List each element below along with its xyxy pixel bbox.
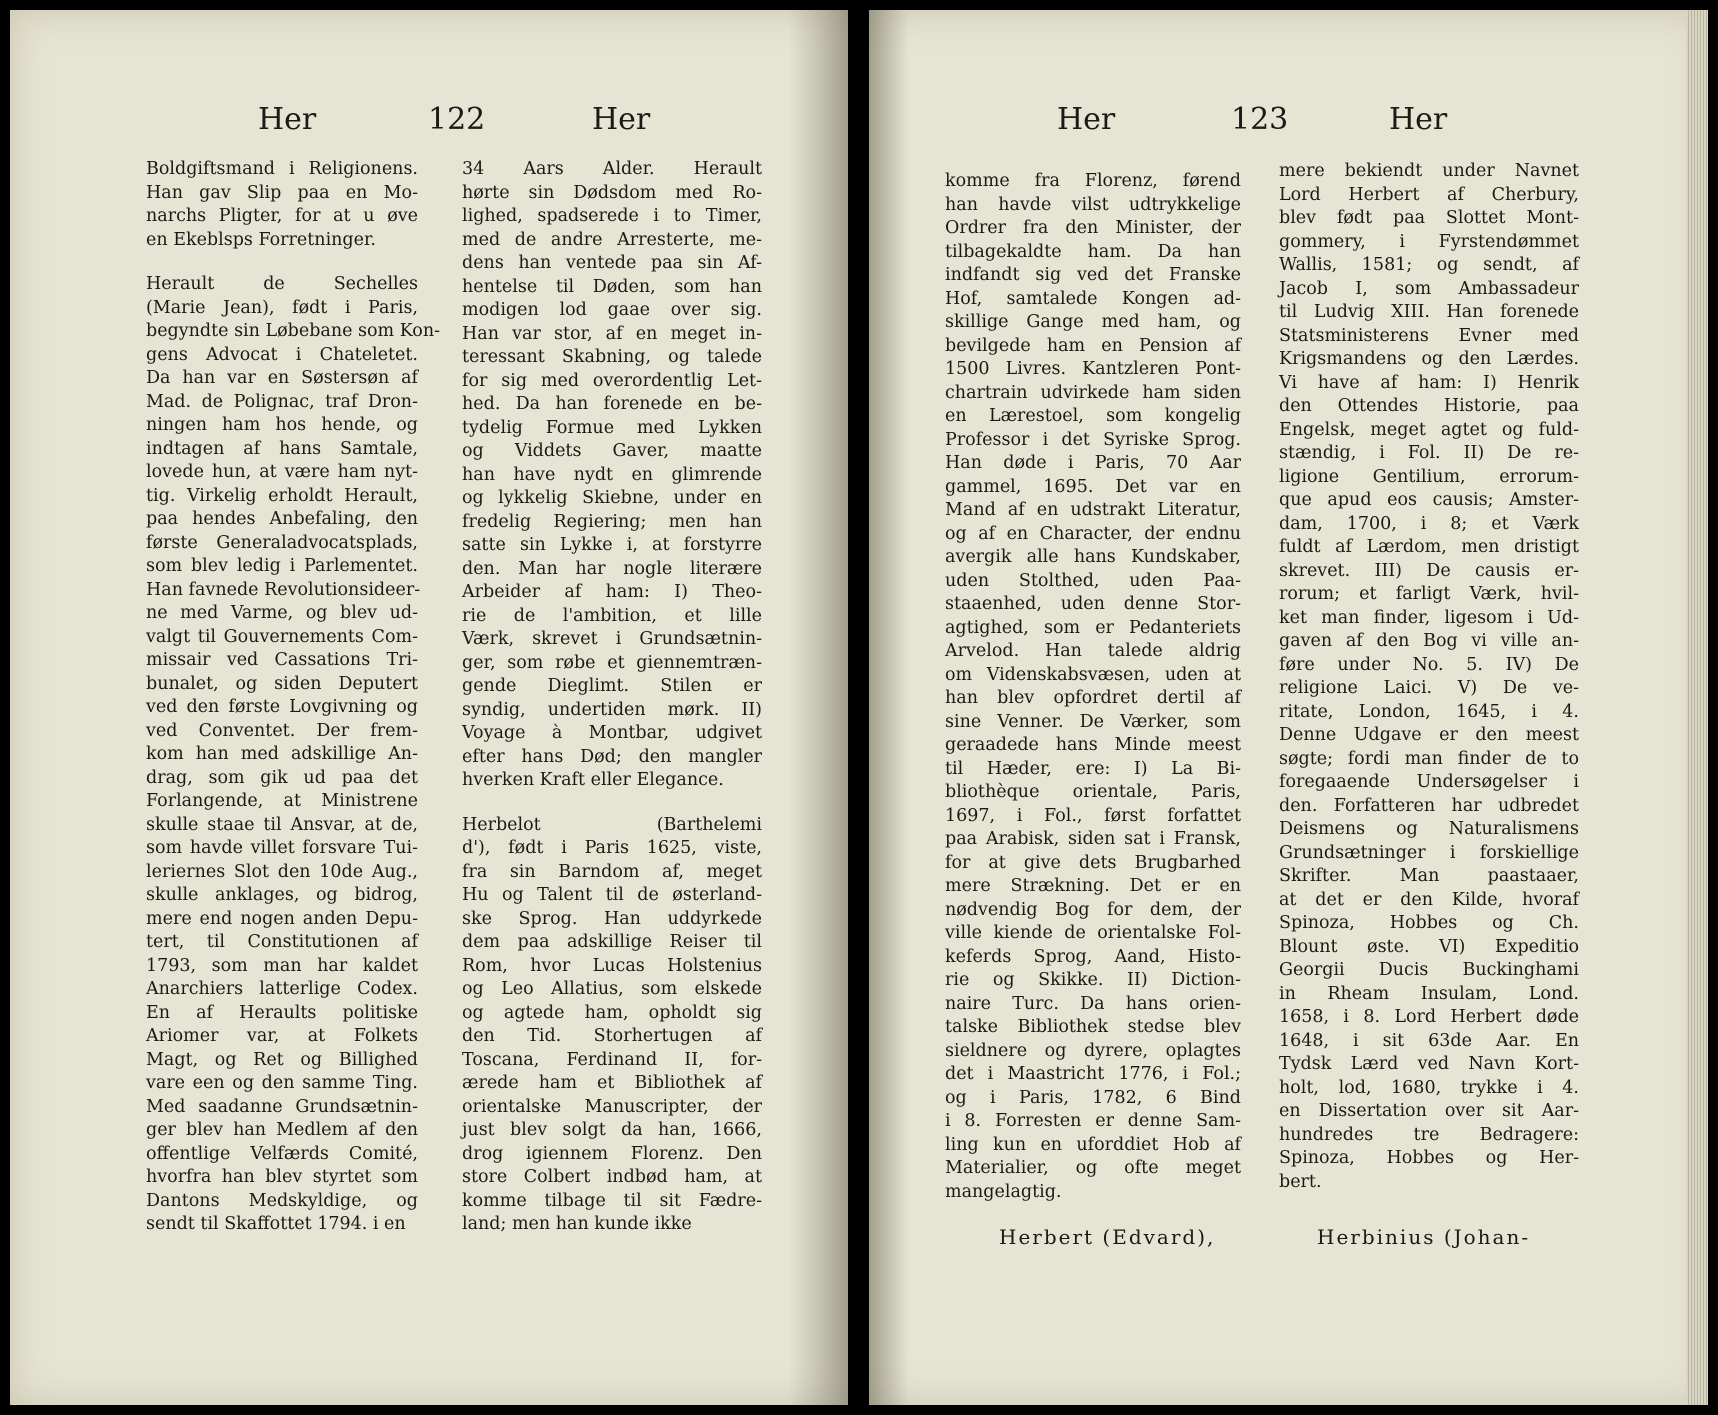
text-line: sieldnere og dyrere, oplagtes [945, 1040, 1241, 1061]
text-line: rorum; et farligt Værk, hvil- [1279, 584, 1579, 604]
text-line: og Viddets Gaver, maatte [462, 441, 762, 461]
text-line: Ariomer var, at Folkets [146, 1026, 418, 1046]
text-line: mere end nogen anden Depu- [146, 908, 418, 929]
text-line: Spinoza, Hobbes og Her- [1279, 1148, 1579, 1168]
text-line: skillige Gange med ham, og [945, 312, 1241, 332]
text-line: Statsministerens Evner med [1279, 325, 1579, 346]
text-line: ville kiende de orientalske Fol- [945, 923, 1241, 943]
text-line: rie de l'ambition, et lille [462, 605, 762, 626]
text-line: komme fra Florenz, førend [945, 171, 1241, 191]
running-header [869, 102, 1708, 142]
page-number: 122 [428, 102, 486, 137]
text-line: om Videnskabsvæsen, uden at [945, 664, 1241, 685]
text-line: satte sin Lykke i, at forstyrre [462, 535, 762, 555]
text-line: dam, 1700, i 8; et Værk [1279, 513, 1579, 534]
text-line: Wallis, 1581; og sendt, af [1279, 255, 1579, 275]
text-line: Professor i det Syriske Sprog. [945, 429, 1241, 450]
text-line: 1500 Livres. Kantzleren Pont- [945, 359, 1241, 379]
text-line: Grundsætninger i forskiellige [1279, 842, 1579, 863]
text-line: tig. Virkelig erholdt Herault, [146, 485, 418, 506]
text-line: ling kun en uforddiet Hob af [945, 1134, 1241, 1155]
text-line: Mand af en udstrakt Literatur, [945, 500, 1241, 520]
next-entry-heading: Herbinius (Johan- [1317, 1225, 1531, 1249]
text-line: orientalske Manuscripter, der [462, 1096, 762, 1117]
text-line: skulle anklages, og bidrog, [146, 885, 418, 905]
text-line: og lykkelig Skiebne, under en [462, 488, 762, 508]
text-line: til Hæder, ere: I) La Bi- [945, 758, 1241, 779]
text-line: chartrain udvirkede ham siden [945, 382, 1241, 403]
text-line: uden Stolthed, uden Paa- [945, 570, 1241, 591]
text-line: Herbelot (Barthelemi [462, 814, 762, 835]
text-line: Han var stor, af en meget in- [462, 323, 762, 344]
text-line: ritate, London, 1645, i 4. [1279, 701, 1579, 722]
text-line: bevilgede ham en Pension af [945, 335, 1241, 356]
text-line: valgt til Gouvernements Com- [146, 626, 418, 647]
text-line: geraadede hans Minde meest [945, 735, 1241, 755]
text-line: bliothèque orientale, Paris, [945, 782, 1241, 802]
text-line: gammel, 1695. Det var en [945, 476, 1241, 497]
text-line: drog igiennem Florenz. Den [462, 1143, 762, 1164]
text-line: keferds Sprog, Aand, Histo- [945, 946, 1241, 967]
text-line: rie og Skikke. II) Diction- [945, 970, 1241, 990]
text-line: blev født paa Slottet Mont- [1279, 208, 1579, 228]
text-line: syndig, undertiden mørk. II) [462, 699, 762, 720]
text-line: dens han ventede paa sin Af- [462, 253, 762, 273]
text-line: Vi have af ham: I) Henrik [1279, 372, 1579, 393]
text-line: narchs Pligter, for at u øve [146, 206, 418, 226]
text-line: ket man finder, ligesom i Ud- [1279, 607, 1579, 628]
text-line: just blev solgt da han, 1666, [462, 1120, 762, 1140]
text-line: talske Bibliothek stedse blev [945, 1017, 1241, 1037]
text-line: med de andre Arresterte, me- [462, 229, 762, 250]
text-line: hed. Da han forenede en be- [462, 394, 762, 414]
text-line: skulle staae til Ansvar, at de, [146, 814, 418, 835]
text-line: hørte sin Dødsdom med Ro- [462, 182, 762, 203]
text-line: in Rheam Insulam, Lond. [1279, 983, 1579, 1004]
text-line: Ordrer fra den Minister, der [945, 218, 1241, 238]
text-line: Toscana, Ferdinand II, for- [462, 1049, 762, 1070]
text-line: Georgii Ducis Buckinghami [1279, 960, 1579, 980]
text-line: som blev ledig i Parlementet. [146, 556, 418, 576]
text-line: Hof, samtalede Kongen ad- [945, 288, 1241, 309]
text-line: ærede ham et Bibliothek af [462, 1073, 762, 1093]
text-line: Lord Herbert af Cherbury, [1279, 184, 1579, 205]
right-page [869, 10, 1708, 1405]
text-line: en Dissertation over sit Aar- [1279, 1101, 1579, 1121]
text-line: bunalet, og siden Deputert [146, 673, 418, 694]
text-line: ger, som røbe et giennemtræn- [462, 652, 762, 673]
text-line: En af Heraults politiske [146, 1002, 418, 1023]
left-page [10, 10, 848, 1405]
text-line: søgte; fordi man finder de to [1279, 748, 1579, 769]
text-line: at det er den Kilde, hvoraf [1279, 889, 1579, 910]
text-line: store Colbert indbød ham, at [462, 1167, 762, 1187]
text-line: agtighed, som er Pedanteriets [945, 617, 1241, 638]
text-line: han blev opfordret dertil af [945, 688, 1241, 708]
header-left-word: Her [258, 102, 317, 137]
text-line: Han døde i Paris, 70 Aar [945, 453, 1241, 473]
text-line: offentlige Velfærds Comité, [146, 1143, 418, 1164]
text-line: den. Man har nogle literære [462, 558, 762, 579]
text-line: modigen lod gaae over sig. [462, 300, 762, 320]
text-line: Han favnede Revolutionsideer- [146, 579, 421, 600]
text-line: føre under No. 5. IV) De [1279, 654, 1579, 675]
next-entry-heading: Herbert (Edvard), [999, 1225, 1216, 1249]
text-line: vare een og den samme Ting. [146, 1073, 418, 1093]
text-line: staaenhed, uden denne Stor- [945, 594, 1241, 614]
text-line: kom han med adskillige An- [146, 744, 418, 764]
text-line: ved Conventet. Der frem- [146, 720, 418, 741]
text-line: ningen ham hos hende, og [146, 415, 418, 435]
text-line: begyndte sin Løbebane som Kon- [146, 321, 441, 341]
running-header [10, 102, 848, 142]
text-line: Engelsk, meget agtet og fuld- [1279, 419, 1579, 440]
text-line: d'), født i Paris 1625, viste, [462, 838, 762, 858]
text-line: Værk, skrevet i Grundsætnin- [462, 629, 762, 649]
text-line: efter hans Død; den mangler [462, 746, 762, 767]
text-line: Arbeider af ham: I) Theo- [462, 582, 762, 602]
text-line: som havde villet forsvare Tui- [146, 838, 418, 858]
text-column-left [945, 170, 1241, 1204]
text-line: den. Forfatteren har udbredet [1279, 795, 1579, 816]
text-line: Spinoza, Hobbes og Ch. [1279, 913, 1579, 933]
text-line: religione Laici. V) De ve- [1279, 678, 1579, 698]
text-line: det i Maastricht 1776, i Fol.; [945, 1064, 1241, 1084]
paragraph-gap [146, 252, 418, 273]
text-line: paa Arabisk, siden sat i Fransk, [945, 829, 1241, 849]
text-line: ved den første Lovgivning og [146, 697, 418, 717]
text-line: en Lærestoel, som kongelig [945, 406, 1241, 426]
text-line: Tydsk Lærd ved Navn Kort- [1279, 1054, 1579, 1074]
text-line: ne med Varme, og blev ud- [146, 603, 418, 623]
text-line: og af en Character, der endnu [945, 523, 1241, 544]
text-line: mere Strækning. Det er en [945, 876, 1241, 896]
text-line: Materialier, og ofte meget [945, 1158, 1241, 1178]
text-line: ligione Gentilium, errorum- [1279, 466, 1579, 487]
text-line: lovede hun, at være ham nyt- [146, 462, 418, 482]
text-line: 1697, i Fol., først forfattet [945, 805, 1241, 826]
text-line: que apud eos causis; Amster- [1279, 490, 1579, 510]
text-line: han have nydt en glimrende [462, 464, 762, 485]
text-line: foregaaende Undersøgelser i [1279, 772, 1579, 792]
text-line: Arvelod. Han talede aldrig [945, 641, 1241, 661]
text-column-right [462, 158, 762, 1237]
text-line: teressant Skabning, og talede [462, 347, 762, 367]
text-line: naire Turc. Da hans orien- [945, 993, 1241, 1014]
text-line: (Marie Jean), født i Paris, [146, 297, 418, 318]
text-line: Anarchiers latterlige Codex. [146, 979, 418, 999]
text-line: i 8. Forresten er denne Sam- [945, 1111, 1241, 1131]
text-line: land; men han kunde ikke [462, 1214, 692, 1234]
text-line: Voyage à Montbar, udgivet [462, 723, 762, 743]
text-line: Med saadanne Grundsætnin- [146, 1096, 418, 1117]
text-line: og agtede ham, opholdt sig [462, 1002, 762, 1023]
text-line: 1648, i sit 63de Aar. En [1279, 1030, 1579, 1051]
text-line: og i Paris, 1782, 6 Bind [945, 1087, 1241, 1108]
text-line: tydelig Formue med Lykken [462, 417, 762, 438]
text-line: Boldgiftsmand i Religionens. [146, 159, 418, 179]
text-line: gende Dieglimt. Stilen er [462, 676, 762, 696]
text-line: nødvendig Bog for dem, der [945, 899, 1241, 920]
text-line: den Tid. Storhertugen af [462, 1026, 762, 1046]
text-line: mere bekiendt under Navnet [1279, 161, 1579, 181]
text-line: Hu og Talent til de østerland- [462, 885, 762, 905]
text-line: for at give dets Brugbarhed [945, 852, 1241, 873]
text-line: han havde vilst udtrykkelige [945, 194, 1241, 215]
text-line: Rom, hvor Lucas Holstenius [462, 955, 762, 976]
text-line: stændig, i Fol. II) De re- [1279, 443, 1579, 463]
text-line: Krigsmandens og den Lærdes. [1279, 349, 1579, 369]
text-line: til Ludvig XIII. Han forenede [1279, 302, 1579, 322]
text-line: indtagen af hans Samtale, [146, 438, 418, 459]
text-line: sine Venner. De Værker, som [945, 711, 1241, 732]
header-right-word: Her [1389, 102, 1448, 137]
text-line: fuldt af Lærdom, men dristigt [1279, 537, 1579, 557]
text-line: drag, som gik ud paa det [146, 767, 418, 788]
text-line: hundredes tre Bedragere: [1279, 1124, 1579, 1145]
text-line: hentelse til Døden, som han [462, 276, 762, 297]
text-line: tilbagekaldte ham. Da han [945, 241, 1241, 262]
text-line: fra sin Barndom af, meget [462, 861, 762, 882]
text-line: Deismens og Naturalismens [1279, 819, 1579, 839]
text-line: Jacob I, som Ambassadeur [1279, 278, 1579, 299]
text-column-right [1279, 160, 1579, 1194]
text-line: Dantons Medskyldige, og [146, 1190, 418, 1211]
text-line: for sig med overordentlig Let- [462, 370, 762, 391]
text-line: Han gav Slip paa en Mo- [146, 182, 418, 203]
text-line: Herault de Sechelles [146, 274, 418, 294]
text-line: hvorfra han blev styrtet som [146, 1167, 418, 1187]
text-line: gaven af den Bog vi ville an- [1279, 631, 1579, 651]
text-line: komme tilbage til sit Fædre- [462, 1190, 762, 1211]
text-line: hverken Kraft eller Elegance. [462, 770, 724, 790]
text-line: Skrifter. Man paastaaer, [1279, 866, 1579, 886]
header-left-word: Her [1057, 102, 1116, 137]
text-line: holt, lod, 1680, trykke i 4. [1279, 1077, 1579, 1098]
text-line: og Leo Allatius, som elskede [462, 979, 762, 999]
text-line: paa hendes Anbefaling, den [146, 509, 418, 529]
page-number: 123 [1231, 102, 1289, 137]
text-line: fredelig Regiering; men han [462, 511, 762, 532]
text-line: gens Advocat i Chateletet. [146, 344, 418, 365]
text-line: en Ekeblsps Forretninger. [146, 229, 376, 250]
text-line: leriernes Slot den 10de Aug., [146, 861, 418, 882]
text-line: avergik alle hans Kundskaber, [945, 547, 1241, 567]
text-line: indfandt sig ved det Franske [945, 265, 1241, 285]
text-line: ger blev han Medlem af den [146, 1120, 418, 1140]
text-line: mangelagtig. [945, 1181, 1062, 1202]
text-line: skrevet. III) De causis er- [1279, 560, 1579, 581]
text-line: 1793, som man har kaldet [146, 955, 418, 976]
text-line: ske Sprog. Han uddyrkede [462, 908, 762, 929]
text-line: missair ved Cassations Tri- [146, 650, 418, 670]
text-line: Blount øste. VI) Expeditio [1279, 936, 1579, 957]
text-line: Magt, og Ret og Billighed [146, 1049, 418, 1070]
text-line: 34 Aars Alder. Herault [462, 159, 762, 179]
text-line: den Ottendes Historie, paa [1279, 396, 1579, 416]
text-column-left [146, 158, 441, 1237]
text-line: sendt til Skaffottet 1794. i en [146, 1214, 406, 1234]
text-line: 1658, i 8. Lord Herbert døde [1279, 1007, 1579, 1027]
paragraph-gap [462, 793, 762, 814]
text-line: gommery, i Fyrstendømmet [1279, 231, 1579, 252]
text-line: Da han var en Søstersøn af [146, 368, 418, 388]
text-line: lighed, spadserede i to Timer, [462, 206, 762, 226]
text-line: Mad. de Polignac, traf Dron- [146, 391, 418, 412]
text-line: Forlangende, at Ministrene [146, 791, 418, 811]
header-right-word: Her [592, 102, 651, 137]
text-line: første Generaladvocatsplads, [146, 532, 418, 553]
text-line: bert. [1279, 1171, 1322, 1192]
text-line: tert, til Constitutionen af [146, 932, 418, 952]
text-line: Denne Udgave er den meest [1279, 725, 1579, 745]
text-line: dem paa adskillige Reiser til [462, 932, 762, 952]
